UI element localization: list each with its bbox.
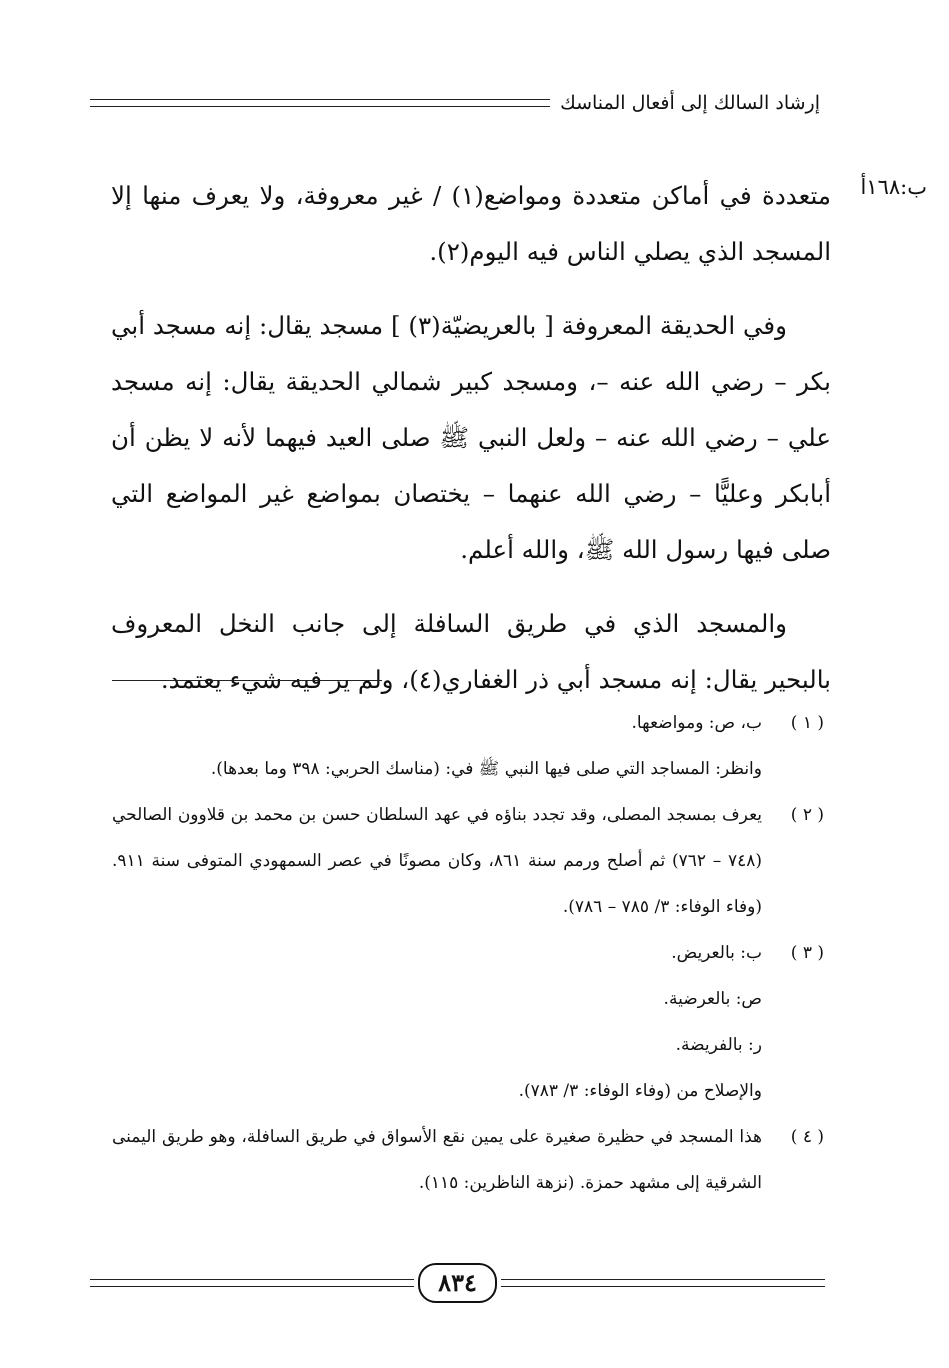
paragraph-1: متعددة في أماكن متعددة ومواضع(١) / غير معروفة، ولا يعرف منها إلا المسجد الذي يصلي الناس فيه اليوم(٢). [111, 181, 832, 266]
footnote-line: ر: بالفريضة. [675, 1035, 762, 1055]
footer-rule-left [90, 1279, 414, 1287]
footnote-line: ب، ص: ومواضعها. [631, 713, 762, 733]
footnote-1 [112, 700, 824, 792]
footnote-4 [112, 1114, 824, 1206]
footnote-line: ص: بالعرضية. [663, 989, 762, 1009]
footnote-number: ( ٢ ) [790, 805, 824, 825]
paragraph-2: وفي الحديقة المعروفة [ بالعريضيّة(٣) ] مسجد يقال: إنه مسجد أبي بكر – رضي الله عنه –، ومسجد كبير شمالي الحديقة يقال: إنه مسجد علي – رضي الله عنه – ولعل النبي ﷺ صلى العيد فيهما لأنه لا يظن أن أبابكر وعليًّا – رضي الله عنهما – يختصان بمواضع غير المواضع التي صلى فيها رسول الله ﷺ، والله أعلم. [111, 311, 831, 564]
footnote-3 [112, 930, 824, 1114]
footnote-separator [112, 680, 382, 681]
footnote-number: ( ٣ ) [790, 943, 824, 963]
page-number: ٨٣٤ [418, 1263, 497, 1303]
footnote-line: ب: بالعريض. [671, 943, 762, 963]
main-text [111, 168, 831, 726]
paragraph-3: والمسجد الذي في طريق السافلة إلى جانب النخل المعروف بالبحير يقال: إنه مسجد أبي ذر الغفاري(٤)، ولم ير فيه شيء يعتمد. [111, 609, 831, 694]
footnote-number: ( ١ ) [790, 713, 824, 733]
manuscript-folio-marker: ب:١٦٨أ [860, 175, 927, 199]
page-footer [90, 1263, 825, 1303]
footnote-line: وانظر: المساجد التي صلى فيها النبي ﷺ في: (مناسك الحربي: ٣٩٨ وما بعدها). [210, 759, 762, 779]
footnote-number: ( ٤ ) [790, 1127, 824, 1147]
footnotes [112, 700, 824, 1206]
footnote-line: هذا المسجد في حظيرة صغيرة على يمين نقع الأسواق في طريق السافلة، وهو طريق اليمنى الشرقية إلى مشهد حمزة. (نزهة الناظرين: ١١٥). [112, 1127, 762, 1193]
footnote-line: يعرف بمسجد المصلى، وقد تجدد بناؤه في عهد السلطان حسن بن محمد بن قلاوون الصالحي (٧٤٨ – ٧٦٢) ثم أصلح ورمم سنة ٨٦١، وكان مصونًا في عصر السمهودي المتوفى سنة ٩١١. (وفاء الوفاء: ٣/ ٧٨٥ – ٧٨٦). [112, 805, 763, 917]
header-title: إرشاد السالك إلى أفعال المناسك [560, 92, 820, 114]
footnote-2 [112, 792, 824, 930]
footnote-line: والإصلاح من (وفاء الوفاء: ٣/ ٧٨٣). [518, 1081, 762, 1101]
running-header [90, 88, 820, 118]
header-rule [90, 99, 550, 107]
footer-rule-right [501, 1279, 825, 1287]
